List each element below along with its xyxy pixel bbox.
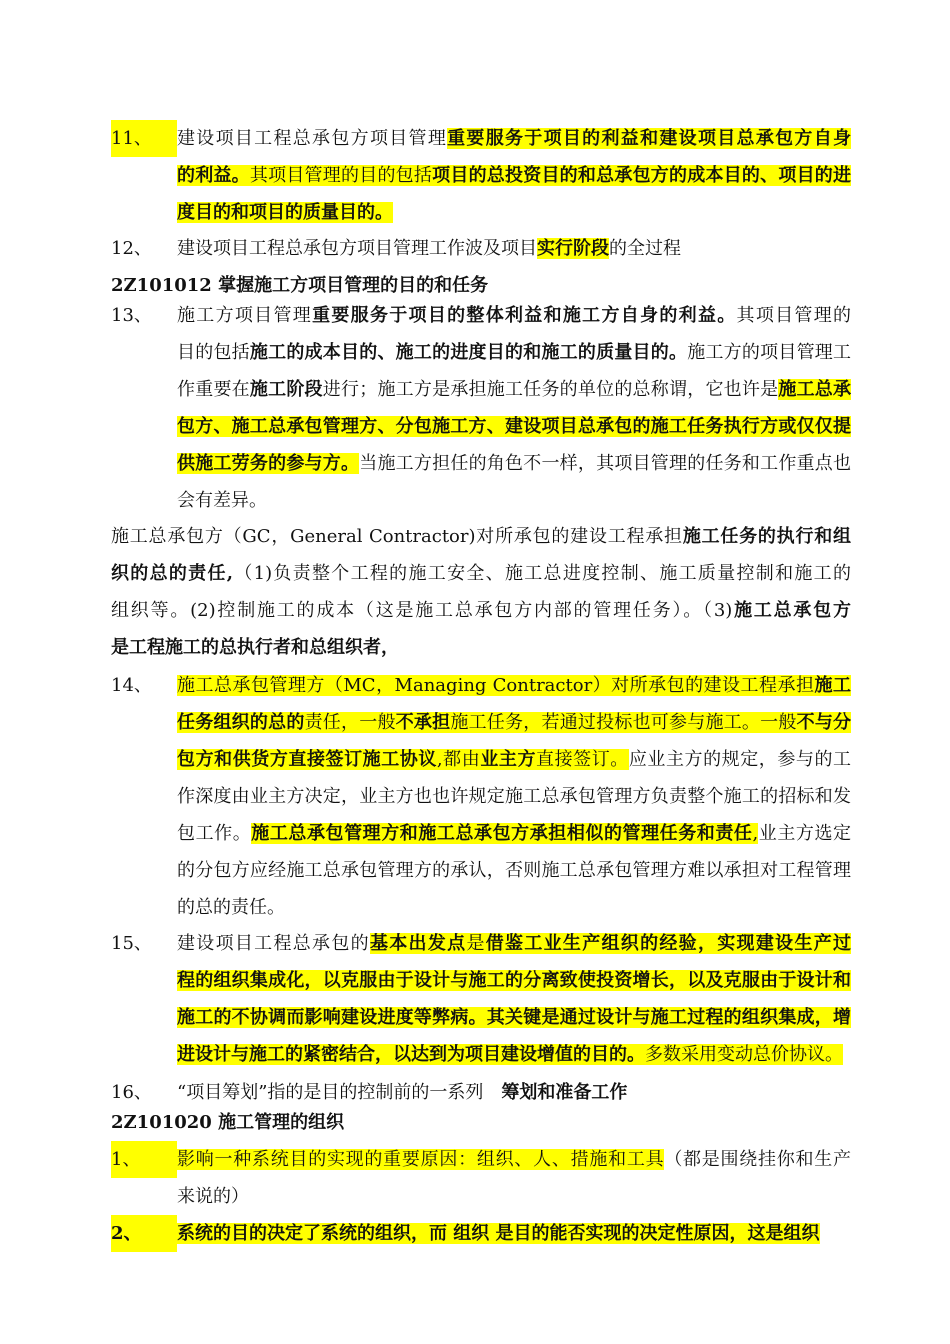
text-line [177, 852, 851, 889]
text-run: 施工方的项目管理工 [687, 342, 852, 363]
text-line [177, 778, 851, 815]
item-number: 12、 [111, 238, 152, 259]
item-number: 14、 [111, 675, 152, 696]
text-run: “项目筹划”指的是目的控制前的一系列 [177, 1082, 502, 1103]
paragraph [111, 518, 851, 666]
item-number: 1、 [111, 1141, 177, 1178]
text-line [111, 555, 851, 592]
item-number: 15、 [111, 933, 152, 954]
text-run: 施工方项目管理 [177, 305, 313, 326]
text-run: 是 [466, 933, 486, 954]
text-run: 施工的成本目的、施工的进度目的和施工的质量目的。 [249, 342, 688, 363]
text-run: 作重要在 [177, 379, 250, 400]
section-heading: 2Z101012 掌握施工方项目管理的目的和任务 [111, 275, 489, 296]
text-run: 建设项目工程总承包的 [177, 933, 370, 954]
text-run: 筹划和准备工作 [501, 1082, 628, 1103]
text-run: 责任，一般 [304, 712, 396, 733]
text-line [111, 629, 851, 666]
text-run: 施工任务，若通过投标也可参与施工。一般 [450, 712, 797, 733]
text-run: 任务组织的总的 [177, 712, 305, 733]
text-run: 的分包方应经施工总承包管理方的承认，否则施工总承包管理方难以承担对工程管理 [177, 860, 851, 881]
text-line [177, 120, 851, 157]
text-run: 供施工劳务的参与方。 [177, 453, 360, 474]
text-line [177, 1141, 851, 1178]
text-line [177, 1178, 851, 1215]
text-run: （都是围绕挂你和生产 [664, 1149, 851, 1170]
text-run: 影响一种系统目的实现的重要原因：组织、人、措施和工具 [177, 1149, 665, 1170]
text-line [177, 999, 851, 1036]
text-run: 包方、施工总承包管理方、分包施工方、建设项目总承包的施工任务执行方或仅仅提 [177, 416, 851, 437]
item-body [177, 1215, 851, 1252]
text-line [177, 667, 851, 704]
text-run: 施工总承 [778, 379, 852, 400]
text-run: 建设项目工程总承包方项目管理工作波及项目 [177, 238, 537, 259]
text-run: , [752, 823, 759, 844]
text-run: 组织等。(2)控制施工的成本（这是施工总承包方内部的管理任务）。（3) [111, 600, 733, 621]
text-run: 目的包括 [177, 342, 250, 363]
text-run: 业主方选定 [758, 823, 852, 844]
text-run: 应业主方的规定，参与的工 [628, 749, 852, 770]
text-run: 进设计与施工的紧密结合，以达到为项目建设增值的目的。 [177, 1044, 645, 1065]
text-line [177, 371, 851, 408]
item-number: 2、 [111, 1215, 177, 1252]
item-number: 11、 [111, 120, 177, 157]
text-run: 其项目管理的 [736, 305, 852, 326]
text-run: 作深度由业主方决定，业主方也也许规定施工总承包管理方负责整个施工的招标和发 [177, 786, 851, 807]
text-line [177, 704, 851, 741]
text-run: 实行阶段 [537, 238, 609, 259]
text-line [177, 925, 851, 962]
text-line [177, 1215, 851, 1252]
text-run: 施工总承包方（GC，General Contractor)对所承包的建设工程承担 [111, 526, 683, 547]
text-run: 施工阶段 [249, 379, 323, 400]
text-run: 程的组织集成化，以克服由于设计与施工的分离致使投资增长，以及克服由于设计和 [177, 970, 851, 991]
text-run: 施工的不协调而影响建设进度等弊病。其关键是通过设计与施工过程的组织集成，增 [177, 1007, 851, 1028]
text-run: 是工程施工的总执行者和总组织者， [111, 637, 399, 658]
text-run: 直接签订。 [536, 749, 629, 770]
item-body [177, 1141, 851, 1215]
text-run: 包工作。 [177, 823, 252, 844]
text-run: 当施工方担任的角色不一样，其项目管理的任务和工作重点也 [359, 453, 852, 474]
text-run: 建设项目工程总承包方项目管理 [177, 128, 448, 149]
text-run: 的总的责任。 [177, 897, 285, 918]
text-run: 施工 [814, 675, 851, 696]
text-run: （1)负责整个工程的施工安全、施工总进度控制、施工质量控制和施工的 [233, 563, 851, 584]
text-line [177, 334, 851, 371]
text-line [111, 592, 851, 629]
text-line [177, 482, 851, 519]
text-run: 系统的目的决定了系统的组织，而 组织 是目的能否实现的决定性原因，这是组织 [177, 1223, 820, 1244]
item-body [177, 230, 851, 267]
text-run: 借鉴工业生产组织的经验，实现建设生产过 [485, 933, 852, 954]
text-run: 施工总承包管理方和施工总承包方承担相似的管理任务和责任 [251, 823, 753, 844]
item-body [177, 120, 851, 231]
text-run: 不承担 [395, 712, 451, 733]
text-line [177, 889, 851, 926]
text-run: 其项目管理的目的包括 [249, 165, 433, 186]
text-line [177, 408, 851, 445]
text-run: 的全过程 [609, 238, 681, 259]
text-line [111, 518, 851, 555]
text-run: ,都由 [436, 749, 481, 770]
text-run: 施工任务的执行和组 [682, 526, 851, 547]
text-run: 基本出发点 [369, 933, 467, 954]
item-body [177, 297, 851, 519]
text-run: 多数采用变动总价协议。 [645, 1044, 843, 1065]
text-run: 重要服务于项目的整体利益和施工方自身的利益。 [312, 305, 737, 326]
item-number: 16、 [111, 1082, 152, 1103]
text-run: 施工总承包方 [732, 600, 852, 621]
text-run: 项目的总投资目的和总承包方的成本目的、项目的进 [432, 165, 852, 186]
text-line [177, 1036, 851, 1073]
text-run: 不与分 [796, 712, 852, 733]
text-line [177, 157, 851, 194]
text-run: 重要服务于项目的利益和建设项目总承包方自身 [447, 128, 852, 149]
text-line [177, 815, 851, 852]
section-heading: 2Z101020 施工管理的组织 [111, 1112, 345, 1133]
text-line [177, 194, 851, 231]
text-run: 进行；施工方是承担施工任务的单位的总称谓，它也许是 [322, 379, 779, 400]
text-run: 包方和供货方直接签订施工协议 [177, 749, 437, 770]
item-body [177, 925, 851, 1073]
text-run: 来说的） [177, 1186, 249, 1207]
text-line [177, 962, 851, 999]
item-body [177, 667, 851, 926]
text-run: 施工总承包管理方（MC，Managing Contractor）对所承包的建设工程承担 [177, 675, 815, 696]
text-line [177, 741, 851, 778]
text-line [177, 297, 851, 334]
text-run: 会有差异。 [177, 490, 267, 511]
text-line [177, 230, 851, 267]
text-run: 度目的和项目的质量目的。 [177, 202, 393, 223]
text-line [177, 445, 851, 482]
text-run: 的利益。 [177, 165, 250, 186]
text-run: 业主方 [480, 749, 537, 770]
text-run: 织的总的责任, [111, 563, 234, 584]
item-number: 13、 [111, 305, 152, 326]
